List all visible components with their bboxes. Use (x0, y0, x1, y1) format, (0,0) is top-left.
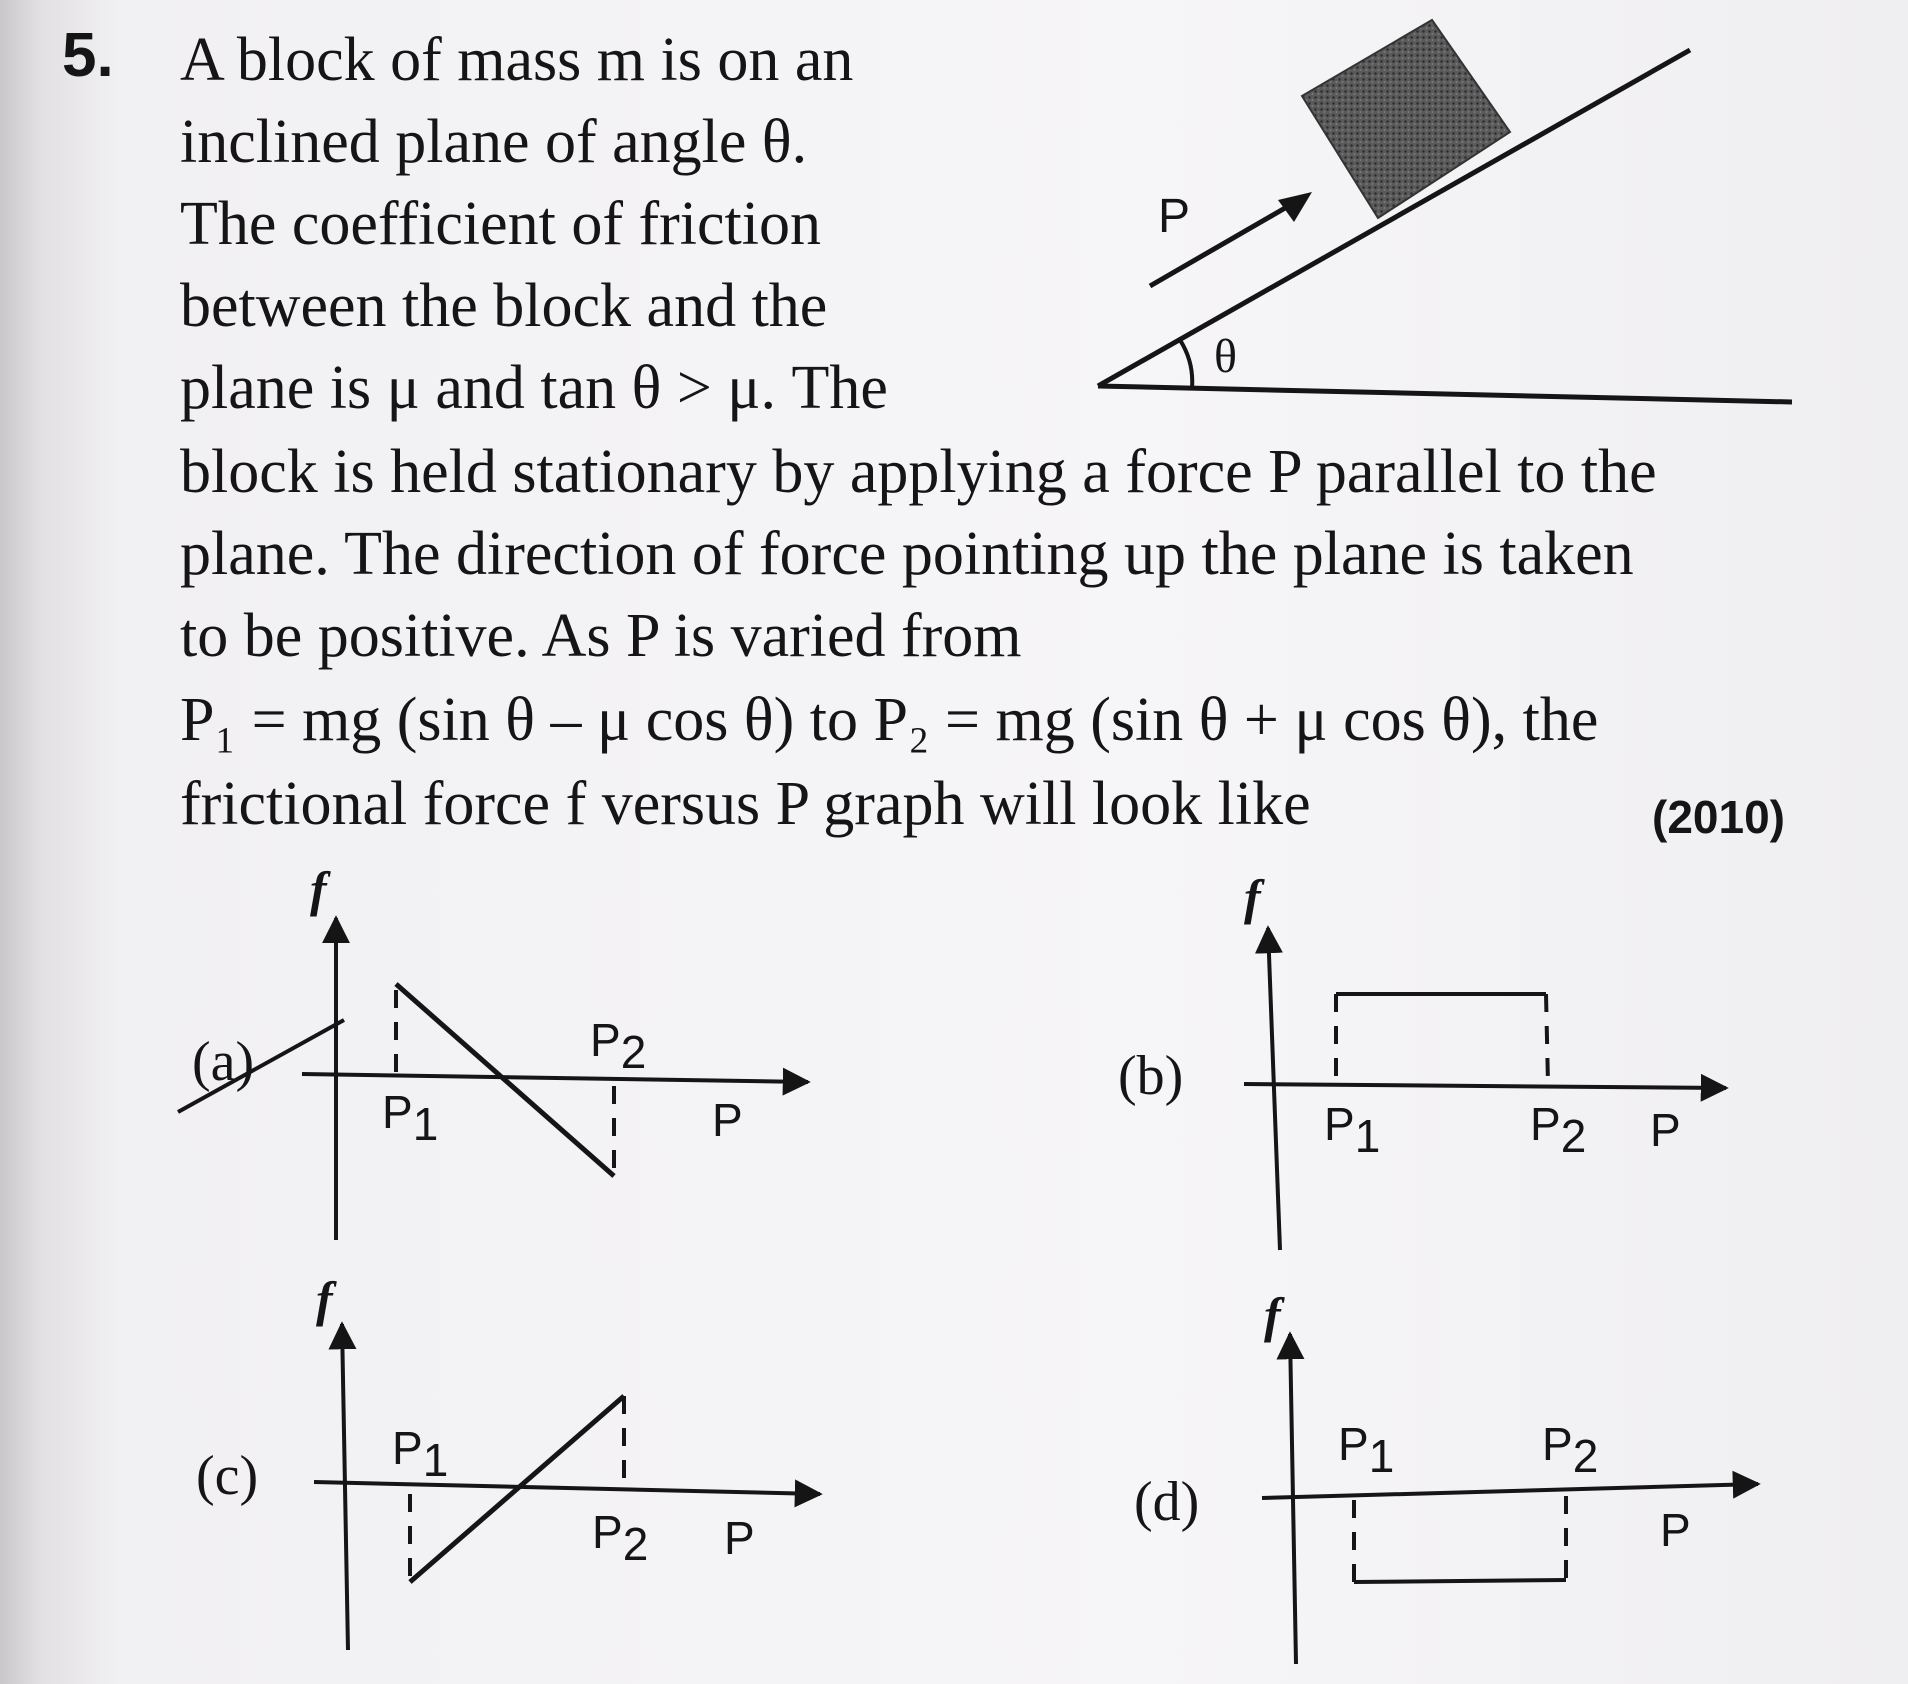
option-c-p-label: P (724, 1512, 755, 1564)
option-a-p-label: P (712, 1094, 743, 1146)
question-line-1: A block of mass m is on an (180, 26, 854, 94)
angle-label: θ (1214, 330, 1237, 383)
question-line-4: between the block and the (180, 272, 828, 340)
option-b-graph[interactable] (1118, 869, 1726, 1250)
option-b-dash-p2 (1546, 994, 1548, 1084)
option-c-label: (c) (196, 1445, 259, 1507)
question-line-8: to be positive. As P is varied from (180, 602, 1022, 670)
option-a-graph[interactable] (178, 861, 808, 1240)
question-line-6: block is held stationary by applying a force P parallel to the (180, 438, 1657, 506)
option-b-p1-label: P1 (1324, 1098, 1381, 1162)
option-c-p1-label: P1 (392, 1422, 449, 1486)
option-c-p2-label: P2 (592, 1506, 649, 1570)
option-b-label: (b) (1118, 1045, 1184, 1107)
option-d-graph[interactable] (1134, 1287, 1758, 1664)
question-line-5: plane is μ and tan θ > μ. The (180, 354, 888, 422)
option-b-y-axis (1268, 928, 1280, 1250)
option-a-p2-label: P2 (590, 1014, 647, 1078)
option-b-x-axis (1244, 1084, 1726, 1088)
question-line-7: plane. The direction of force pointing up the plane is taken (180, 520, 1634, 588)
option-d-bottom-line (1354, 1580, 1566, 1582)
option-a-f-label: f (310, 861, 327, 917)
option-d-x-axis (1262, 1484, 1758, 1498)
question-year: (2010) (1652, 791, 1785, 843)
question-line-9: P₁ = mg (sin θ – μ cos θ) to P₂ = mg (sin θ + μ cos θ), the (180, 686, 1599, 754)
option-d-label: (d) (1134, 1471, 1200, 1533)
option-d-p2-label: P2 (1542, 1418, 1599, 1482)
option-a-label: (a) (192, 1031, 255, 1093)
question-line-3: The coefficient of friction (180, 190, 821, 258)
option-b-f-label: f (1244, 869, 1261, 925)
force-label: P (1158, 190, 1191, 243)
question-line-2: inclined plane of angle θ. (180, 108, 808, 176)
option-c-graph[interactable] (196, 1271, 820, 1650)
option-a-p1-label: P1 (382, 1086, 439, 1150)
option-b-p2-label: P2 (1530, 1098, 1587, 1162)
option-c-f-label: f (316, 1271, 333, 1327)
question-number: 5. (62, 21, 114, 90)
option-a-x-axis (302, 1074, 808, 1082)
option-d-f-label: f (1264, 1287, 1281, 1343)
option-c-y-axis (342, 1324, 348, 1650)
option-c-x-axis (314, 1482, 820, 1494)
option-d-p1-label: P1 (1338, 1418, 1395, 1482)
option-b-p-label: P (1650, 1104, 1681, 1156)
question-line-10: frictional force f versus P graph will look like (180, 770, 1311, 838)
option-d-p-label: P (1660, 1504, 1691, 1556)
